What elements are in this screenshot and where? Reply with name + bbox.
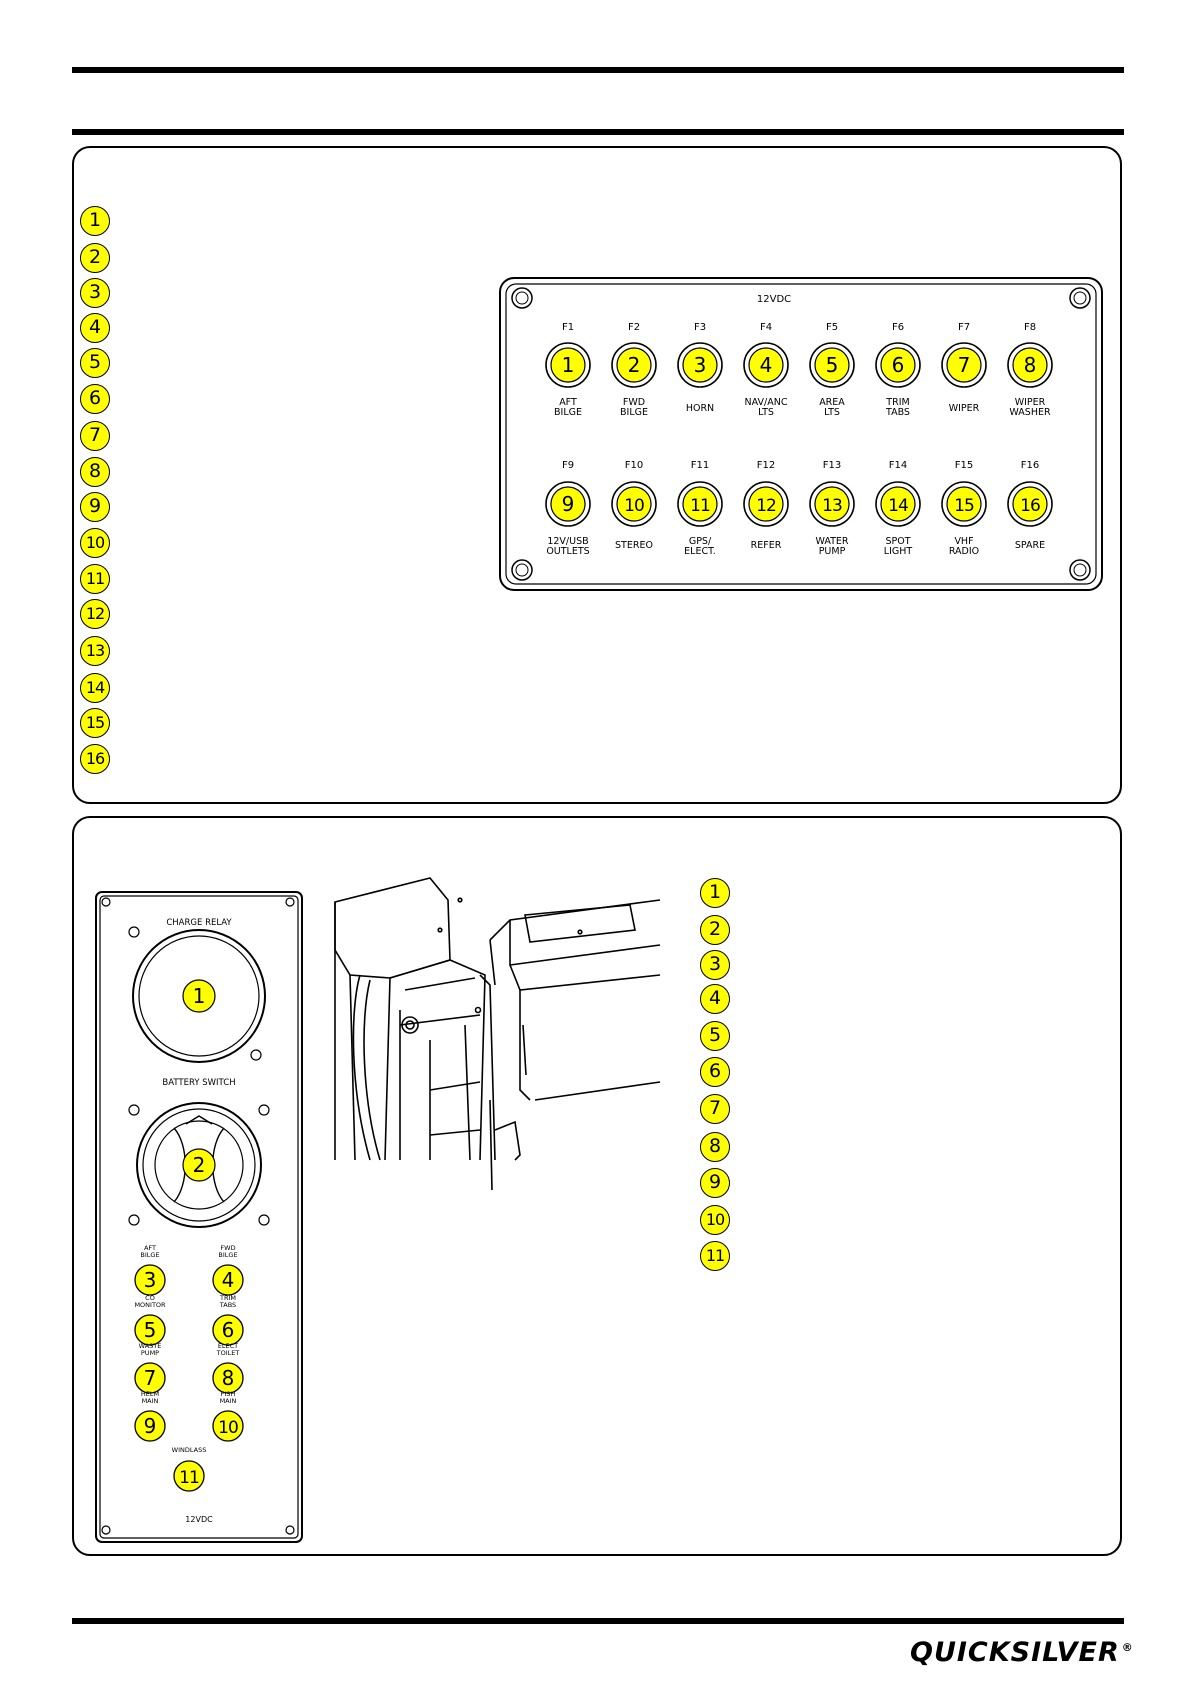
fuse-label-F4: NAV/ANC	[744, 397, 788, 408]
relay-mount-hole	[251, 1050, 261, 1060]
fuse-label-F6: TRIM	[886, 397, 910, 408]
battery-legend-badge-2: 2	[700, 915, 730, 945]
fuse-label-F13: WATER	[815, 536, 849, 547]
mounting-screw-inner	[1074, 564, 1086, 576]
charge-relay-number: 1	[192, 984, 206, 1008]
header-rule-bottom	[72, 129, 1124, 135]
breaker-label-5: CO	[145, 1294, 155, 1302]
battery-legend-badge-10: 10	[700, 1205, 730, 1235]
breaker-number-3: 3	[143, 1268, 157, 1292]
breaker-number-6: 6	[221, 1318, 235, 1342]
fuse-number-10: 10	[624, 496, 644, 516]
charge-panel-voltage: 12VDC	[185, 1515, 213, 1524]
fuse-label-F5: LTS	[824, 407, 840, 418]
fuse-legend-badge-12: 12	[80, 599, 110, 629]
fuse-legend-badge-8: 8	[80, 457, 110, 487]
breaker-label-9: MAIN	[141, 1397, 159, 1405]
relay-mount-hole	[129, 927, 139, 937]
fuse-label-F2: FWD	[622, 397, 646, 408]
panel-screw	[102, 1526, 110, 1534]
breaker-label-6: TRIM	[219, 1294, 237, 1302]
battery-legend-badge-1: 1	[700, 878, 730, 908]
fuse-code-F9: F9	[561, 460, 575, 471]
panel-screw	[286, 898, 294, 906]
registered-mark: ®	[1121, 1641, 1134, 1654]
fuse-code-F3: F3	[693, 322, 707, 333]
fuse-number-4: 4	[759, 353, 773, 377]
fuse-code-F2: F2	[627, 322, 641, 333]
fuse-legend-badge-7: 7	[80, 421, 110, 451]
fuse-label-F11: ELECT.	[684, 546, 716, 557]
fuse-label-F4: LTS	[758, 407, 774, 418]
panel-screw	[286, 1526, 294, 1534]
fuse-number-9: 9	[561, 492, 575, 516]
fuse-code-F16: F16	[1020, 460, 1040, 471]
battery-legend-badge-7: 7	[700, 1094, 730, 1124]
fuse-legend-badge-9: 9	[80, 492, 110, 522]
fuse-label-F9: 12V/USB	[547, 536, 589, 547]
fuse-code-F5: F5	[825, 322, 839, 333]
battery-legend-badge-8: 8	[700, 1132, 730, 1162]
footer-rule	[72, 1618, 1124, 1624]
fuse-label-F14: LIGHT	[883, 546, 913, 557]
mounting-screw-inner	[1074, 292, 1086, 304]
fuse-label-F8: WASHER	[1009, 407, 1051, 418]
fuse-code-F12: F12	[756, 460, 776, 471]
fuse-code-F15: F15	[954, 460, 974, 471]
fuse-legend-badge-16: 16	[80, 744, 110, 774]
switch-mount-hole	[259, 1105, 269, 1115]
fuse-label-F3: HORN	[685, 403, 715, 414]
fuse-number-13: 13	[822, 496, 842, 516]
helm-console-illustration	[330, 860, 662, 1190]
fuse-number-6: 6	[891, 353, 905, 377]
breaker-number-11: 11	[179, 1468, 199, 1488]
fuse-legend-badge-13: 13	[80, 636, 110, 666]
fuse-code-F8: F8	[1023, 322, 1037, 333]
breaker-label-8: ELECT	[217, 1342, 239, 1350]
charge-relay-label: CHARGE RELAY	[166, 918, 232, 928]
breaker-label-7: PUMP	[140, 1349, 160, 1357]
fuse-label-F15: VHF	[954, 536, 974, 547]
battery-legend-badge-4: 4	[700, 984, 730, 1014]
breaker-label-3: AFT	[143, 1244, 157, 1252]
quicksilver-logo	[910, 1637, 1134, 1668]
fuse-number-12: 12	[756, 496, 776, 516]
fuse-code-F1: F1	[561, 322, 575, 333]
breaker-label-5: MONITOR	[134, 1301, 166, 1309]
fuse-label-F1: BILGE	[554, 407, 582, 418]
fuse-legend-badge-10: 10	[80, 528, 110, 558]
breaker-label-6: TABS	[219, 1301, 237, 1309]
fuse-number-3: 3	[693, 353, 707, 377]
battery-legend-badge-11: 11	[700, 1241, 730, 1271]
switch-mount-hole	[129, 1215, 139, 1225]
fuse-code-F10: F10	[624, 460, 644, 471]
mounting-screw	[512, 288, 532, 308]
fuse-label-F11: GPS/	[688, 536, 712, 547]
breaker-label-4: FWD	[220, 1244, 236, 1252]
fuse-number-11: 11	[690, 496, 710, 516]
fuse-panel-voltage: 12VDC	[756, 294, 792, 305]
battery-switch-label: BATTERY SWITCH	[162, 1078, 236, 1088]
fuse-label-F2: BILGE	[620, 407, 648, 418]
fuse-legend-badge-6: 6	[80, 384, 110, 414]
breaker-label-8: TOILET	[216, 1349, 240, 1357]
breaker-number-5: 5	[143, 1318, 157, 1342]
breaker-number-4: 4	[221, 1268, 235, 1292]
breaker-number-7: 7	[143, 1366, 157, 1390]
fuse-legend-badge-4: 4	[80, 313, 110, 343]
fuse-number-14: 14	[888, 496, 908, 516]
battery-legend-badge-3: 3	[700, 950, 730, 980]
logo-text: QUICKSILVER	[910, 1637, 1120, 1668]
breaker-label-4: BILGE	[218, 1251, 238, 1259]
breaker-number-8: 8	[221, 1366, 235, 1390]
fuse-legend-badge-11: 11	[80, 564, 110, 594]
fuse-number-2: 2	[627, 353, 641, 377]
breaker-number-9: 9	[143, 1414, 157, 1438]
fuse-panel-diagram	[498, 276, 1104, 592]
mounting-screw	[1070, 288, 1090, 308]
fuse-label-F12: REFER	[750, 540, 782, 551]
fuse-number-15: 15	[954, 496, 974, 516]
fuse-label-F9: OUTLETS	[546, 546, 590, 557]
breaker-label-10: MAIN	[219, 1397, 237, 1405]
fuse-panel-outline	[500, 278, 1102, 590]
mounting-screw-inner	[516, 564, 528, 576]
panel-screw	[102, 898, 110, 906]
breaker-label-11: WINDLASS	[171, 1446, 207, 1454]
breaker-label-7: WASTE	[138, 1342, 162, 1350]
fuse-code-F14: F14	[888, 460, 908, 471]
fuse-label-F14: SPOT	[885, 536, 911, 547]
fuse-number-8: 8	[1023, 353, 1037, 377]
fuse-panel-inner-outline	[506, 284, 1096, 584]
breaker-label-10: FISH	[220, 1390, 236, 1398]
mounting-screw	[1070, 560, 1090, 580]
charge-relay-panel-diagram	[94, 890, 304, 1544]
battery-legend-badge-6: 6	[700, 1057, 730, 1087]
header-rule-top	[72, 67, 1124, 73]
mounting-screw-inner	[516, 292, 528, 304]
fuse-label-F15: RADIO	[948, 546, 980, 557]
fuse-code-F6: F6	[891, 322, 905, 333]
battery-legend-badge-9: 9	[700, 1168, 730, 1198]
fuse-label-F5: AREA	[819, 397, 845, 408]
fuse-label-F1: AFT	[559, 397, 577, 408]
battery-switch-number: 2	[192, 1153, 206, 1177]
fuse-label-F16: SPARE	[1014, 540, 1046, 551]
fuse-legend-badge-3: 3	[80, 278, 110, 308]
fuse-code-F13: F13	[822, 460, 842, 471]
fuse-label-F13: PUMP	[818, 546, 846, 557]
fuse-number-16: 16	[1020, 496, 1040, 516]
fuse-label-F10: STEREO	[615, 540, 653, 551]
fuse-number-7: 7	[957, 353, 971, 377]
fuse-label-F8: WIPER	[1014, 397, 1046, 408]
switch-mount-hole	[129, 1105, 139, 1115]
fuse-label-F6: TABS	[886, 407, 910, 418]
fuse-legend-badge-14: 14	[80, 673, 110, 703]
breaker-number-10: 10	[218, 1418, 238, 1438]
fuse-legend-badge-1: 1	[80, 206, 110, 236]
fuse-legend-badge-2: 2	[80, 243, 110, 273]
breaker-label-3: BILGE	[140, 1251, 160, 1259]
fuse-code-F11: F11	[690, 460, 710, 471]
battery-legend-badge-5: 5	[700, 1021, 730, 1051]
mounting-screw	[512, 560, 532, 580]
fuse-code-F7: F7	[957, 322, 971, 333]
switch-mount-hole	[259, 1215, 269, 1225]
fuse-legend-badge-15: 15	[80, 708, 110, 738]
fuse-number-5: 5	[825, 353, 839, 377]
fuse-label-F7: WIPER	[948, 403, 980, 414]
fuse-number-1: 1	[561, 353, 575, 377]
breaker-label-9: HELM	[140, 1390, 160, 1398]
fuse-code-F4: F4	[759, 322, 773, 333]
fuse-legend-badge-5: 5	[80, 348, 110, 378]
